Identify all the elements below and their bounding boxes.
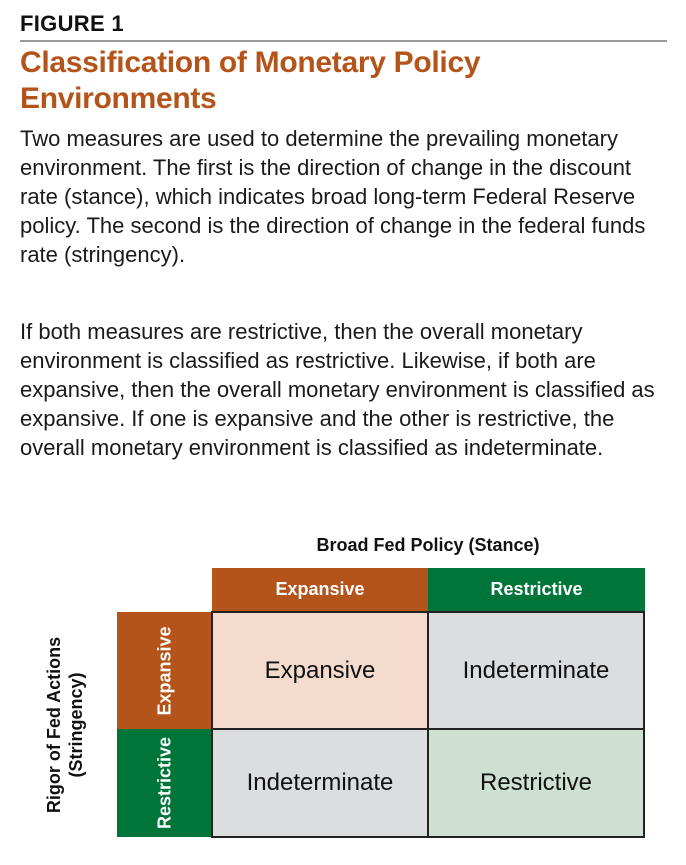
cell-expansive-restrictive — [427, 611, 645, 730]
divider — [20, 40, 667, 42]
column-header-restrictive — [428, 568, 645, 611]
cell-label: Expansive — [264, 656, 376, 684]
row-header-expansive — [117, 612, 212, 729]
cell-expansive-expansive — [211, 611, 429, 730]
cell-restrictive-restrictive — [427, 728, 645, 838]
cell-label: Indeterminate — [462, 656, 610, 684]
cell-label: Indeterminate — [246, 769, 394, 796]
row-header-label: Restrictive — [154, 736, 174, 830]
row-axis-label-line1: Rigor of Fed Actions — [44, 636, 64, 813]
cell-restrictive-expansive — [211, 728, 429, 838]
figure-title: Classification of Monetary Policy Environments — [20, 46, 481, 115]
cell-label: Restrictive — [479, 769, 593, 796]
figure-label: FIGURE 1 — [20, 11, 124, 36]
description-paragraph-2: If both measures are restrictive, then the overall monetary environment is classified as restrictive. Likewise, if both are expansive, then the overall monetary environment is classified as expansive. If one is expansive and the other is restrictive, the overall monetary environment is classified as indeterminate. — [20, 319, 655, 460]
column-header-expansive — [212, 568, 428, 611]
row-header-restrictive — [117, 729, 212, 837]
column-header-label: Restrictive — [490, 579, 583, 599]
description-paragraph-1: Two measures are used to determine the prevailing monetary environment. The first is the direction of change in the discount rate (stance), which indicates broad long-term Federal Reserve policy. The second is the direction of change in the federal funds rate (stringency). — [20, 126, 646, 267]
column-axis-label: Broad Fed Policy (Stance) — [316, 535, 540, 555]
column-header-label: Expansive — [275, 579, 365, 599]
row-axis-label-line2: (Stringency) — [66, 671, 86, 778]
row-header-label: Expansive — [154, 625, 174, 716]
row-axis-label — [20, 612, 110, 837]
